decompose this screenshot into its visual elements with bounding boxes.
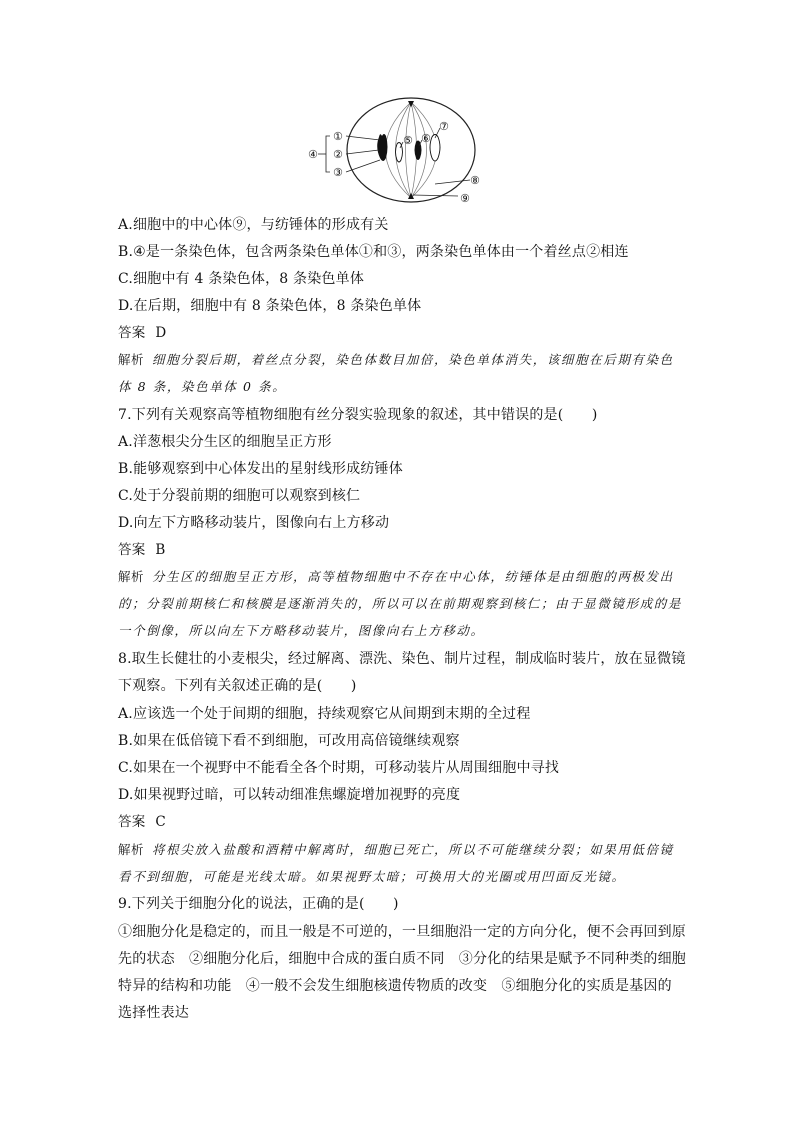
explain-label: 解析 bbox=[118, 842, 145, 857]
label-6: ⑥ bbox=[421, 132, 431, 145]
label-3: ③ bbox=[333, 166, 343, 179]
answer-value: D bbox=[155, 325, 167, 341]
q8-option-b: B.如果在低倍镜下看不到细胞，可改用高倍镜继续观察 bbox=[118, 733, 460, 749]
spindle-fibers bbox=[386, 102, 437, 198]
label-7: ⑦ bbox=[439, 120, 449, 133]
cell-division-figure bbox=[300, 92, 500, 210]
q6-option-a: A.细胞中的中心体⑨，与纺锤体的形成有关 bbox=[118, 217, 389, 233]
explain-text: 分生区的细胞呈正方形，高等植物细胞中不存在中心体，纺锤体是由细胞的两极发出 bbox=[152, 569, 674, 584]
q8-option-d: D.如果视野过暗，可以转动细准焦螺旋增加视野的亮度 bbox=[118, 787, 461, 803]
q7-explanation-line-1 bbox=[118, 566, 678, 588]
q6-option-c: C.细胞中有 4 条染色体，8 条染色单体 bbox=[118, 271, 365, 287]
q7-option-c: C.处于分裂前期的细胞可以观察到核仁 bbox=[118, 488, 361, 504]
cell-membrane bbox=[347, 98, 475, 202]
q8-option-c: C.如果在一个视野中不能看全各个时期，可移动装片从周围细胞中寻找 bbox=[118, 760, 560, 776]
label-5: ⑤ bbox=[403, 134, 413, 147]
label-8: ⑧ bbox=[470, 174, 480, 187]
explain-text: 将根尖放入盐酸和酒精中解离时，细胞已死亡，所以不可能继续分裂；如果用低倍镜 bbox=[152, 842, 674, 857]
q6-explanation-line-2: 体 8 条，染色单体 0 条。 bbox=[118, 379, 287, 394]
q8-explanation-line-1 bbox=[118, 839, 678, 861]
q8-stem-line-2: 下观察。下列有关叙述正确的是( ) bbox=[118, 678, 357, 694]
q8-answer bbox=[118, 811, 678, 833]
explain-label: 解析 bbox=[118, 352, 145, 367]
label-2: ② bbox=[333, 148, 343, 161]
q6-explanation-line-1 bbox=[118, 349, 678, 371]
q9-body-line-2: 先的状态 ②细胞分化后，细胞中合成的蛋白质不同 ③分化的结果是赋予不同种类的细胞 bbox=[118, 951, 686, 967]
label-1: ① bbox=[333, 130, 343, 143]
q7-option-d: D.向左下方略移动装片，图像向右上方移动 bbox=[118, 515, 390, 531]
label-4: ④ bbox=[308, 148, 318, 161]
answer-value: B bbox=[155, 542, 166, 558]
q6-answer bbox=[118, 322, 678, 344]
q9-body-line-1: ①细胞分化是稳定的，而且一般是不可逆的，一旦细胞沿一定的方向分化，便不会再回到原 bbox=[118, 924, 686, 940]
q9-body-line-3: 特异的结构和功能 ④一般不会发生细胞核遗传物质的改变 ⑤细胞分化的实质是基因的 bbox=[118, 978, 672, 994]
q6-option-d: D.在后期，细胞中有 8 条染色体，8 条染色单体 bbox=[118, 298, 422, 314]
chromosome-4 bbox=[430, 135, 440, 162]
explain-label: 解析 bbox=[118, 569, 145, 584]
answer-value: C bbox=[155, 814, 166, 830]
q7-stem: 7.下列有关观察高等植物细胞有丝分裂实验现象的叙述，其中错误的是( ) bbox=[118, 407, 598, 423]
answer-label: 答案 bbox=[118, 542, 146, 558]
q7-option-b: B.能够观察到中心体发出的星射线形成纺锤体 bbox=[118, 461, 403, 477]
q8-explanation-line-2: 看不到细胞，可能是光线太暗。如果视野太暗；可换用大的光圈或用凹面反光镜。 bbox=[118, 869, 626, 884]
q7-answer bbox=[118, 539, 678, 561]
explain-text: 细胞分裂后期，着丝点分裂，染色体数目加倍，染色单体消失，该细胞在后期有染色 bbox=[152, 352, 674, 367]
label-9: ⑨ bbox=[460, 192, 470, 205]
q8-stem-line-1: 8.取生长健壮的小麦根尖，经过解离、漂洗、染色、制片过程，制成临时装片，放在显微镜 bbox=[118, 651, 686, 667]
answer-label: 答案 bbox=[118, 325, 146, 341]
q7-explanation-line-3: 一个倒像，所以向左下方略移动装片，图像向右上方移动。 bbox=[118, 623, 485, 638]
q7-explanation-line-2: 的；分裂前期核仁和核膜是逐渐消失的，所以可以在前期观察到核仁；由于显微镜形成的是 bbox=[118, 596, 683, 611]
q8-option-a: A.应该选一个处于间期的细胞，持续观察它从间期到末期的全过程 bbox=[118, 706, 531, 722]
q9-stem: 9.下列关于细胞分化的说法，正确的是( ) bbox=[118, 896, 399, 912]
q6-option-b: B.④是一条染色体，包含两条染色单体①和③，两条染色单体由一个着丝点②相连 bbox=[118, 244, 629, 260]
answer-label: 答案 bbox=[118, 814, 146, 830]
chromosome-1 bbox=[377, 134, 387, 161]
q7-option-a: A.洋葱根尖分生区的细胞呈正方形 bbox=[118, 434, 332, 450]
q9-body-line-4: 选择性表达 bbox=[118, 1005, 189, 1021]
